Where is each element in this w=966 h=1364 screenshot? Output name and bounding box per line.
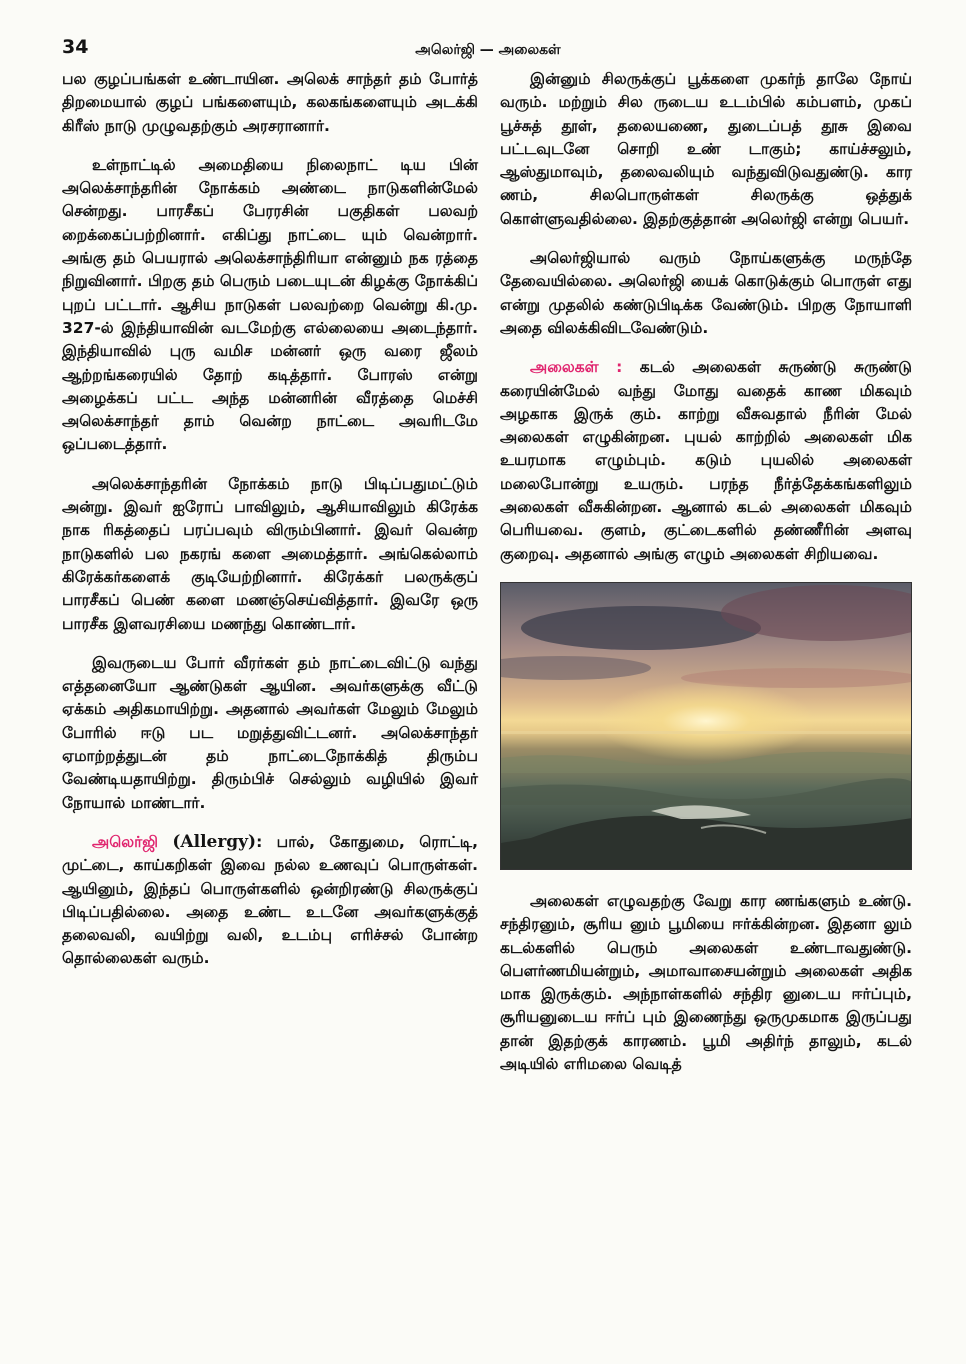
entry-allergy [62, 831, 478, 971]
left-column [62, 68, 478, 987]
paragraph-waves-causes: அலைகள் எழுவதற்கு வேறு கார ணங்களும் உண்டு. சந்திரனும், சூரிய னும் பூமியை ஈர்க்கின்றன. இதனா லும் கடல்களில் பெரும் அலைகள் உண்டாவதுண்டு. பௌர்ணமியன்றும், அமாவாசையன்றும் அலைகள் அதிக மாக இருக்கும். அந்நாள்களில் சந்திர னுடைய ஈர்ப்பும், சூரியனுடைய ஈர்ப் பும் இணைந்து ஒருமுகமாக இருப்பது தான் இதற்குக் காரணம். பூமி அதிர்ந் தாலும், கடல் அடியில் எரிமலை வெடித் [500, 891, 912, 1074]
paragraph-alexander-conquests: உள்நாட்டில் அமைதியை நிலைநாட் டிய பின் அலெக்சாந்தரின் நோக்கம் அண்டை நாடுகளின்மேல் சென்றது. பாரசீகப் பேரரசின் பகுதிகள் பலவற் றைக்கைப்பற்றினார். எகிப்து நாட்டை யும் வென்றார். அங்கு தம் பெயரால் அலெக்சாந்திரியா என்னும் நக ரத்தை நிறுவினார். பிறகு தம் பெரும் படையுடன் கிழக்கு நோக்கிப் புறப் பட்டார். ஆசிய நாடுகள் பலவற்றை வென்று கி.மு. 327-ல் இந்தியாவின் வடமேற்கு எல்லையை அடைந்தார். இந்தியாவில் புரு வமிச மன்னர் ஒரு வரை ஜீலம் ஆற்றங்கரையில் தோற் கடித்தார். போரஸ் என்று அழைக்கப் பட்ட அந்த மன்னரின் வீரத்தை மெச்சி அலெக்சாந்தர் தாம் வென்ற நாட்டை அவரிடமே ஒப்படைத்தார். [62, 155, 478, 454]
running-title: அலெர்ஜி — அலைகள் [415, 42, 561, 58]
page-number: 34 [62, 36, 89, 58]
waves-text: கடல் அலைகள் சுருண்டு சுருண்டு கரையின்மேல் வந்து மோது வதைக் காண மிகவும் அழகாக இருக் கும். காற்று வீசுவதால் நீரின் மேல் அலைகள் எழுகின்றன. புயல் காற்றில் அலைகள் மிக உயரமாக எழும்பும். கடும் புயலில் அலைகள் மலைபோன்று உயரும். பரந்த நீர்த்தேக்கங்களிலும் அலைகள் வீசுகின்றன. ஆனால் கடல் அலைகள் மிகவும் பெரியவை. குளம், குட்டைகளில் தண்ணீரின் அளவு குறைவு. அதனால் அங்கு எழும் அலைகள் சிறியவை. [500, 358, 912, 563]
paragraph-alexander-aims: அலெக்சாந்தரின் நோக்கம் நாடு பிடிப்பதுமட்டும் அன்று. இவர் ஐரோப் பாவிலும், ஆசியாவிலும் கிரேக்க நாக ரிகத்தைப் பரப்பவும் விரும்பினார். இவர் வென்ற நாடுகளில் பல நகரங் களை அமைத்தார். அங்கெல்லாம் கிரேக்கர்களைக் குடியேற்றினார். கிரேக்கர் பலருக்குப் பாரசீகப் பெண் களை மணஞ்செய்வித்தார். இவரே ஒரு பாரசீக இளவரசியை மணந்து கொண்டார். [62, 474, 478, 633]
allergy-english-term: (Allergy) [172, 831, 257, 852]
waves-heading: அலைகள் : [530, 358, 623, 377]
paragraph-allergy-causes: இன்னும் சிலருக்குப் பூக்களை முகர்ந் தாலே நோய் வரும். மற்றும் சில ருடைய உடம்பில் கம்பளம், முகப் பூச்சுத் தூள், தலையணை, துடைப்பத் தூசு இவை பட்டவுடனே சொறி உண் டாகும்; காய்ச்சலும், ஆஸ்துமாவும், தலைவலியும் வந்துவிடுவதுண்டு. கார ணம், சிலபொருள்கள் சிலருக்கு ஒத்துக் கொள்ளுவதில்லை. இதற்குத்தான் அலெர்ஜி என்று பெயர். [500, 70, 912, 228]
paragraph-allergy-treatment: அலெர்ஜியால் வரும் நோய்களுக்கு மருந்தே தேவையில்லை. அலெர்ஜி யைக் கொடுக்கும் பொருள் எது என்று முதலில் கண்டுபிடிக்க வேண்டும். பிறகு நோயாளி அதை விலக்கிவிடவேண்டும். [500, 249, 912, 337]
sea-waves-photo [500, 582, 912, 870]
paragraph-alexander-greece: பல குழப்பங்கள் உண்டாயின. அலெக் சாந்தர் தம் போர்த் திறமையால் குழப் பங்களையும், கலகங்களையும் அடக்கி கிரீஸ் நாடு முழுவதற்கும் அரசரானார். [62, 70, 478, 135]
sea-sunset-illustration [501, 583, 912, 870]
allergy-text: : பால், கோதுமை, ரொட்டி, முட்டை, காய்கறிகள் இவை நல்ல உணவுப் பொருள்கள். ஆயினும், இந்தப் பொருள்களில் ஒன்றிரண்டு சிலருக்குப் பிடிப்பதில்லை. அதை உண்ட உடனே அவர்களுக்குத் தலைவலி, வயிற்று வலி, உடம்பு எரிச்சல் போன்ற தொல்லைகள் வரும். [62, 832, 478, 968]
paragraph-alexander-return: இவருடைய போர் வீரர்கள் தம் நாட்டைவிட்டு வந்து எத்தனையோ ஆண்டுகள் ஆயின. அவர்களுக்கு வீட்டு ஏக்கம் அதிகமாயிற்று. அதனால் அவர்கள் மேலும் மேலும் போரில் ஈடு பட மறுத்துவிட்டனர். அலெக்சாந்தர் ஏமாற்றத்துடன் தம் நாட்டைநோக்கித் திரும்ப வேண்டியதாயிற்று. திரும்பிச் செல்லும் வழியில் இவர் நோயால் மாண்டார். [62, 653, 478, 812]
allergy-heading: அலெர்ஜி [92, 832, 159, 851]
entry-waves [500, 356, 912, 566]
right-column [500, 68, 912, 1092]
